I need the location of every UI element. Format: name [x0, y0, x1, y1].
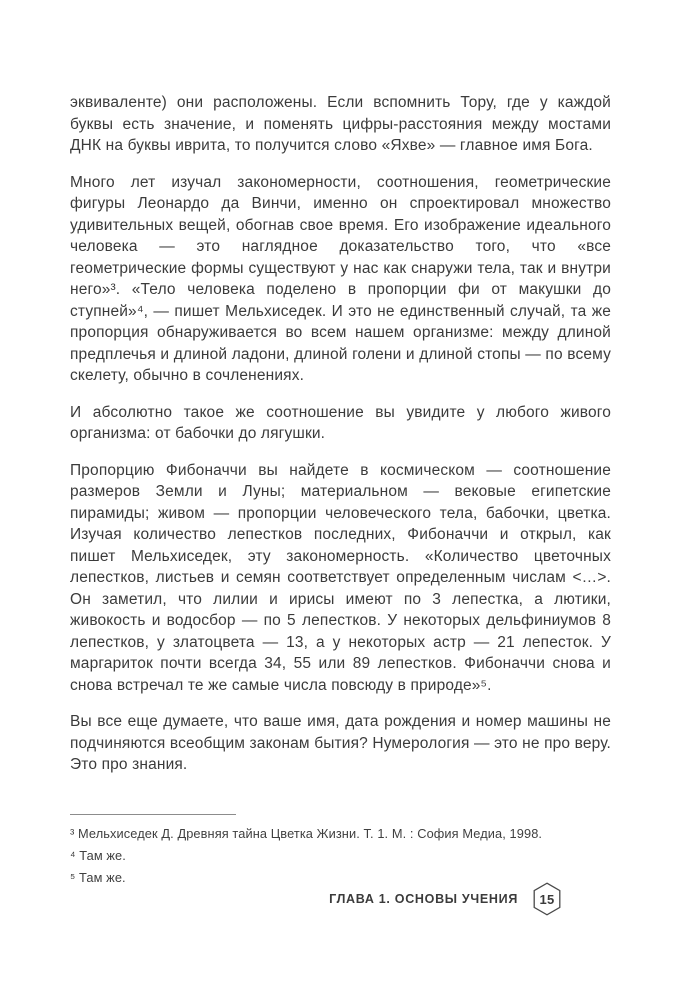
footnote-3: ³ Мельхиседек Д. Древняя тайна Цветка Жизни. Т. 1. М. : София Медиа, 1998.	[70, 826, 543, 841]
footnote-4: ⁴ Там же.	[70, 848, 126, 863]
footnotes-area	[70, 814, 611, 892]
page-number-badge	[532, 882, 562, 916]
footnote-separator	[70, 814, 236, 815]
paragraph-2: Много лет изучал закономерности, соотношения, геометрические фигуры Леонардо да Винчи, именно он спроектировал множество удивительных вещей, обогнав свое время. Его изображение идеального человека — это наглядное доказательство того, что «все геометрические формы существуют у нас как снаружи тела, так и внутри него»³. «Тело человека поделено в пропорции фи от макушки до ступней»⁴, — пишет Мельхиседек. И это не единственный случай, та же пропорция обнаруживается во всем нашем организме: между длиной предплечья и длиной ладони, длиной голени и длиной стопы — по всему скелету, обычно в сочленениях.	[70, 173, 611, 384]
paragraph-4: Пропорцию Фибоначчи вы найдете в космическом — соотношение размеров Земли и Луны; материальном — вековые египетские пирамиды; живом — пропорции человеческого тела, бабочки, цветка. Изучая количество лепестков последних, Фибоначчи и открыл, как пишет Мельхиседек, эту закономерность. «Количество цветочных лепестков, листьев и семян соответствует определенным числам <…>. Он заметил, что лилии и ирисы имеют по 3 лепестка, а лютики, живокость и водосбор — по 5 лепестков. У некоторых дельфиниумов 8 лепестков, у златоцвета — 13, а у некоторых астр — 21 лепесток. У маргариток почти всегда 34, 55 или 89 лепестков. Фибоначчи снова и снова встречал те же самые числа повсюду в природе»⁵.	[70, 461, 611, 694]
page-text	[70, 92, 611, 776]
page-number: 15	[539, 891, 555, 907]
footnotes	[70, 826, 611, 886]
paragraph-1: эквиваленте) они расположены. Если вспомнить Тору, где у каждой буквы есть значение, и поменять цифры-расстояния между мостами ДНК на буквы иврита, то получится слово «Яхве» — главное имя Бога.	[70, 94, 611, 154]
footnote-5: ⁵ Там же.	[70, 870, 126, 885]
paragraph-3: И абсолютно такое же соотношение вы увидите у любого живого организма: от бабочки до лягушки.	[70, 403, 611, 442]
paragraph-5: Вы все еще думаете, что ваше имя, дата рождения и номер машины не подчиняются всеобщим законам бытия? Нумерология — это не про веру. Это про знания.	[70, 713, 611, 773]
page-footer	[329, 882, 562, 916]
chapter-title: ГЛАВА 1. ОСНОВЫ УЧЕНИЯ	[329, 892, 518, 906]
